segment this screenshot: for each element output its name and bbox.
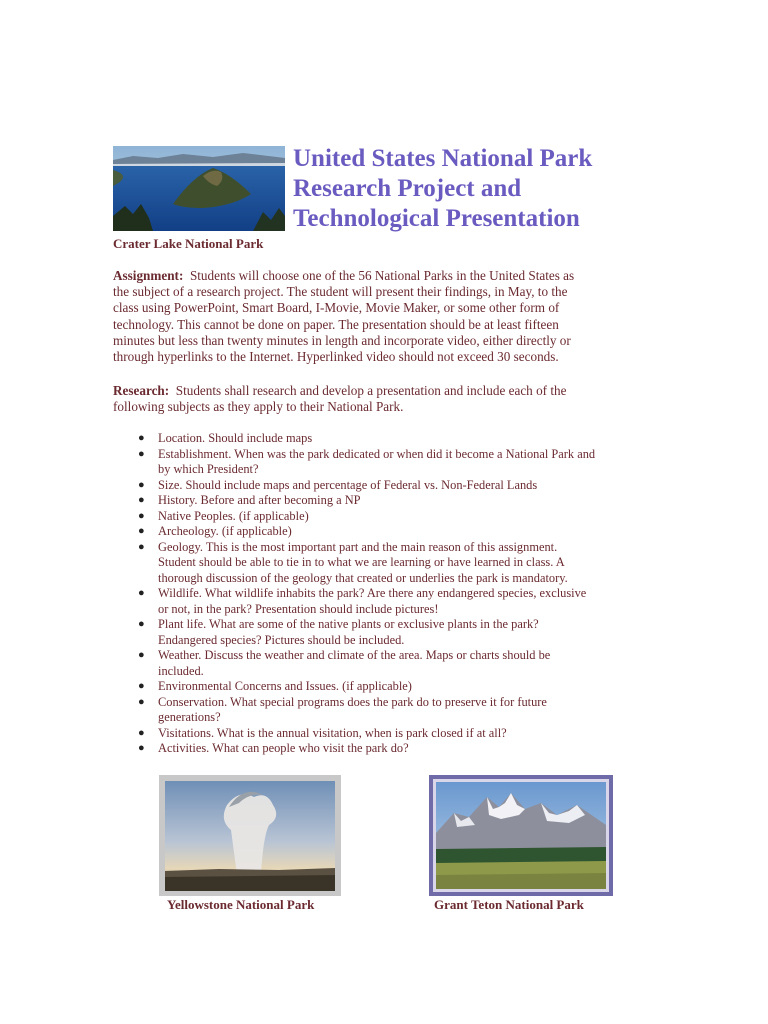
list-item-text: generations? [158,710,221,724]
bullet-icon: ● [138,494,145,506]
list-item [113,493,673,509]
bullet-icon: ● [138,587,145,599]
bullet-icon: ● [138,525,145,537]
bullet-icon: ● [138,695,145,708]
research-paragraph [113,383,653,415]
list-item-text: History. Before and after becoming a NP [158,493,361,507]
bullet-icon: ● [138,649,145,661]
title-line: United States National Park [293,145,593,172]
list-item [113,648,673,679]
crater-lake-caption: Crater Lake National Park [113,236,264,251]
list-item-text: Plant life. What are some of the native plants or exclusive plants in the park? [158,617,539,631]
grand-teton-photo [429,775,613,896]
bullet-icon: ● [138,726,145,739]
list-item [113,726,673,742]
bullet-icon: ● [138,478,145,491]
bullet-icon: ● [138,447,145,460]
title-line: Technological Presentation [293,205,580,232]
list-item-text: Conservation. What special programs does the park do to preserve it for future [158,694,547,709]
list-item-text: thorough discussion of the geology that created or underlies the park is mandatory. [158,570,568,585]
list-item-text: Student should be able to tie in to what we are learning or have learned in class. A [158,555,565,569]
list-item-text: Wildlife. What wildlife inhabits the park? Are there any endangered species, exclusive [158,586,587,600]
list-item [113,447,673,478]
bullet-icon: ● [138,618,145,630]
list-item [113,509,673,525]
list-item [113,524,673,540]
grand-teton-caption: Grant Teton National Park [434,897,584,912]
bullet-icon: ● [138,509,145,522]
bullet-icon: ● [138,680,145,692]
assignment-label: Assignment: [113,268,184,283]
yellowstone-caption: Yellowstone National Park [167,897,315,912]
list-item-text: Establishment. When was the park dedicated or when did it become a National Park and [158,446,596,461]
list-item [113,695,673,726]
list-item [113,540,673,587]
list-item [113,617,673,648]
assignment-paragraph [113,268,653,365]
list-item [113,741,673,757]
list-item-text: by which President? [158,462,259,476]
bullet-icon: ● [138,742,145,754]
assignment-text: through hyperlinks to the Internet. Hyperlinked video should not exceed 30 seconds. [113,349,559,365]
list-item [113,478,673,494]
research-text: following subjects as they apply to their National Park. [113,399,404,415]
crater-lake-photo [113,146,285,231]
list-item-text: Native Peoples. (if applicable) [158,508,309,523]
list-item-text: Environmental Concerns and Issues. (if applicable) [158,679,412,693]
list-item-text: Visitations. What is the annual visitation, when is park closed if at all? [158,725,507,740]
page-title [293,144,693,234]
list-item-text: Endangered species? Pictures should be included. [158,632,405,647]
subjects-list [113,431,673,757]
list-item-text: Location. Should include maps [158,431,313,445]
bullet-icon: ● [138,540,145,553]
list-item [113,679,673,695]
assignment-text: class using PowerPoint, Smart Board, I-Movie, Movie Maker, or some other form of [113,300,560,316]
research-text: Students shall research and develop a presentation and include each of the [175,383,567,398]
list-item-text: Size. Should include maps and percentage of Federal vs. Non-Federal Lands [158,477,538,492]
assignment-text: technology. This cannot be done on paper. The presentation should be at least fifteen [113,316,559,332]
research-label: Research: [113,383,170,398]
list-item-text: included. [158,663,204,678]
list-item-text: Archeology. (if applicable) [158,524,292,538]
list-item-text: Activities. What can people who visit the park do? [158,741,409,755]
list-item [113,431,673,447]
assignment-text: Students will choose one of the 56 National Parks in the United States as [189,268,575,283]
list-item-text: or not, in the park? Presentation should include pictures! [158,601,439,616]
title-line: Research Project and [293,175,522,202]
list-item-text: Weather. Discuss the weather and climate of the area. Maps or charts should be [158,648,551,662]
assignment-text: the subject of a research project. The student will present their findings, in May, to the [113,284,568,300]
assignment-text: minutes but less than twenty minutes in length and incorporate video, either directly or [113,332,571,348]
yellowstone-photo [159,775,341,896]
list-item [113,586,673,617]
bullet-icon: ● [138,432,145,444]
list-item-text: Geology. This is the most important part and the main reason of this assignment. [158,539,558,554]
